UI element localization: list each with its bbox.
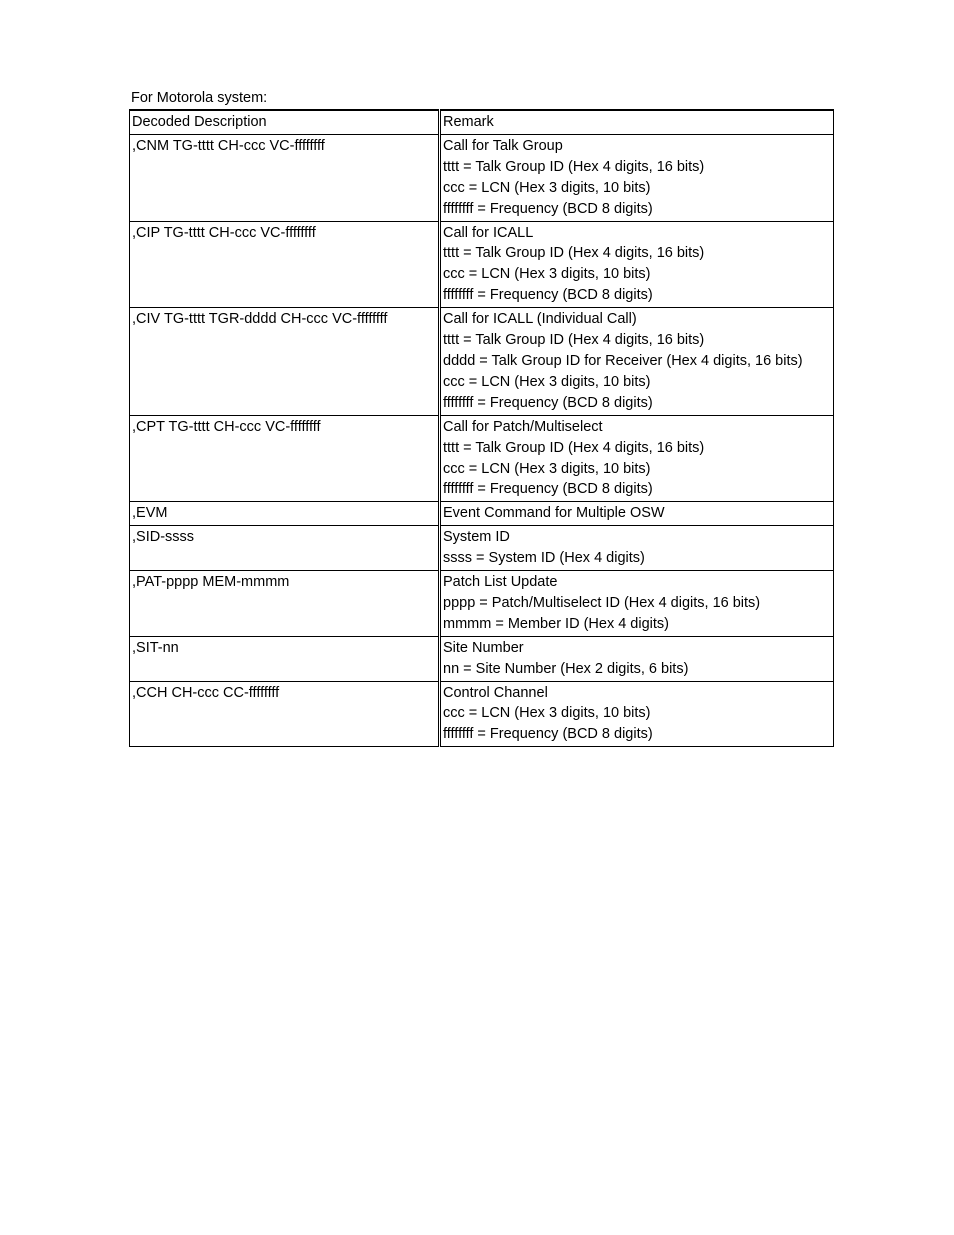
- remark-line: ffffffff = Frequency (BCD 8 digits): [443, 481, 653, 498]
- row-remark: [440, 415, 834, 502]
- remark-line: Control Channel: [443, 684, 548, 701]
- row-description: ,CIP TG-tttt CH-ccc VC-ffffffff: [130, 221, 440, 308]
- remark-line: dddd = Talk Group ID for Receiver (Hex 4 digits, 16 bits): [443, 352, 803, 369]
- remark-line: Site Number: [443, 639, 524, 656]
- table-row: [130, 526, 834, 571]
- decode-table-body: [130, 110, 834, 747]
- remark-line: mmmm = Member ID (Hex 4 digits): [443, 615, 669, 632]
- remark-line: ccc = LCN (Hex 3 digits, 10 bits): [443, 373, 651, 390]
- remark-line: nn = Site Number (Hex 2 digits, 6 bits): [443, 660, 689, 677]
- table-row: [130, 134, 834, 221]
- row-description: ,CPT TG-tttt CH-ccc VC-ffffffff: [130, 415, 440, 502]
- remark-line: tttt = Talk Group ID (Hex 4 digits, 16 bits): [443, 158, 705, 175]
- remark-line: tttt = Talk Group ID (Hex 4 digits, 16 bits): [443, 245, 705, 262]
- row-description: ,SIT-nn: [130, 636, 440, 681]
- remark-line: ccc = LCN (Hex 3 digits, 10 bits): [443, 179, 651, 196]
- row-description: ,EVM: [130, 502, 440, 526]
- remark-line: ccc = LCN (Hex 3 digits, 10 bits): [443, 705, 651, 722]
- header-description: Decoded Description: [130, 110, 440, 134]
- row-remark: [440, 681, 834, 747]
- remark-line: Call for Talk Group: [443, 137, 563, 154]
- row-remark: [440, 571, 834, 637]
- row-description: ,CNM TG-tttt CH-ccc VC-ffffffff: [130, 134, 440, 221]
- table-header-row: [130, 110, 834, 134]
- row-remark: [440, 221, 834, 308]
- row-description: ,PAT-pppp MEM-mmmm: [130, 571, 440, 637]
- remark-line: ffffffff = Frequency (BCD 8 digits): [443, 200, 653, 217]
- table-row: [130, 502, 834, 526]
- table-row: [130, 636, 834, 681]
- row-remark: [440, 526, 834, 571]
- remark-line: System ID: [443, 529, 510, 546]
- remark-line: Event Command for Multiple OSW: [443, 505, 665, 522]
- remark-line: ssss = System ID (Hex 4 digits): [443, 550, 645, 567]
- row-description: ,CCH CH-ccc CC-ffffffff: [130, 681, 440, 747]
- row-remark: [440, 636, 834, 681]
- remark-line: tttt = Talk Group ID (Hex 4 digits, 16 bits): [443, 439, 705, 456]
- decode-table: [129, 109, 834, 747]
- remark-line: Call for ICALL (Individual Call): [443, 311, 637, 328]
- table-row: [130, 221, 834, 308]
- remark-line: ccc = LCN (Hex 3 digits, 10 bits): [443, 266, 651, 283]
- row-remark: [440, 502, 834, 526]
- row-description: ,SID-ssss: [130, 526, 440, 571]
- table-row: [130, 681, 834, 747]
- remark-line: Call for Patch/Multiselect: [443, 418, 603, 435]
- remark-line: ffffffff = Frequency (BCD 8 digits): [443, 726, 653, 743]
- table-row: [130, 308, 834, 416]
- row-remark: [440, 308, 834, 416]
- table-row: [130, 415, 834, 502]
- remark-line: Patch List Update: [443, 574, 558, 591]
- row-description: ,CIV TG-tttt TGR-dddd CH-ccc VC-ffffffff: [130, 308, 440, 416]
- remark-line: tttt = Talk Group ID (Hex 4 digits, 16 bits): [443, 332, 705, 349]
- remark-line: ffffffff = Frequency (BCD 8 digits): [443, 394, 653, 411]
- remark-line: pppp = Patch/Multiselect ID (Hex 4 digits, 16 bits): [443, 594, 761, 611]
- table-row: [130, 571, 834, 637]
- remark-line: ffffffff = Frequency (BCD 8 digits): [443, 287, 653, 304]
- header-remark: Remark: [440, 110, 834, 134]
- row-remark: [440, 134, 834, 221]
- remark-line: Call for ICALL: [443, 224, 534, 241]
- remark-line: ccc = LCN (Hex 3 digits, 10 bits): [443, 460, 651, 477]
- document-heading: For Motorola system:: [131, 90, 268, 106]
